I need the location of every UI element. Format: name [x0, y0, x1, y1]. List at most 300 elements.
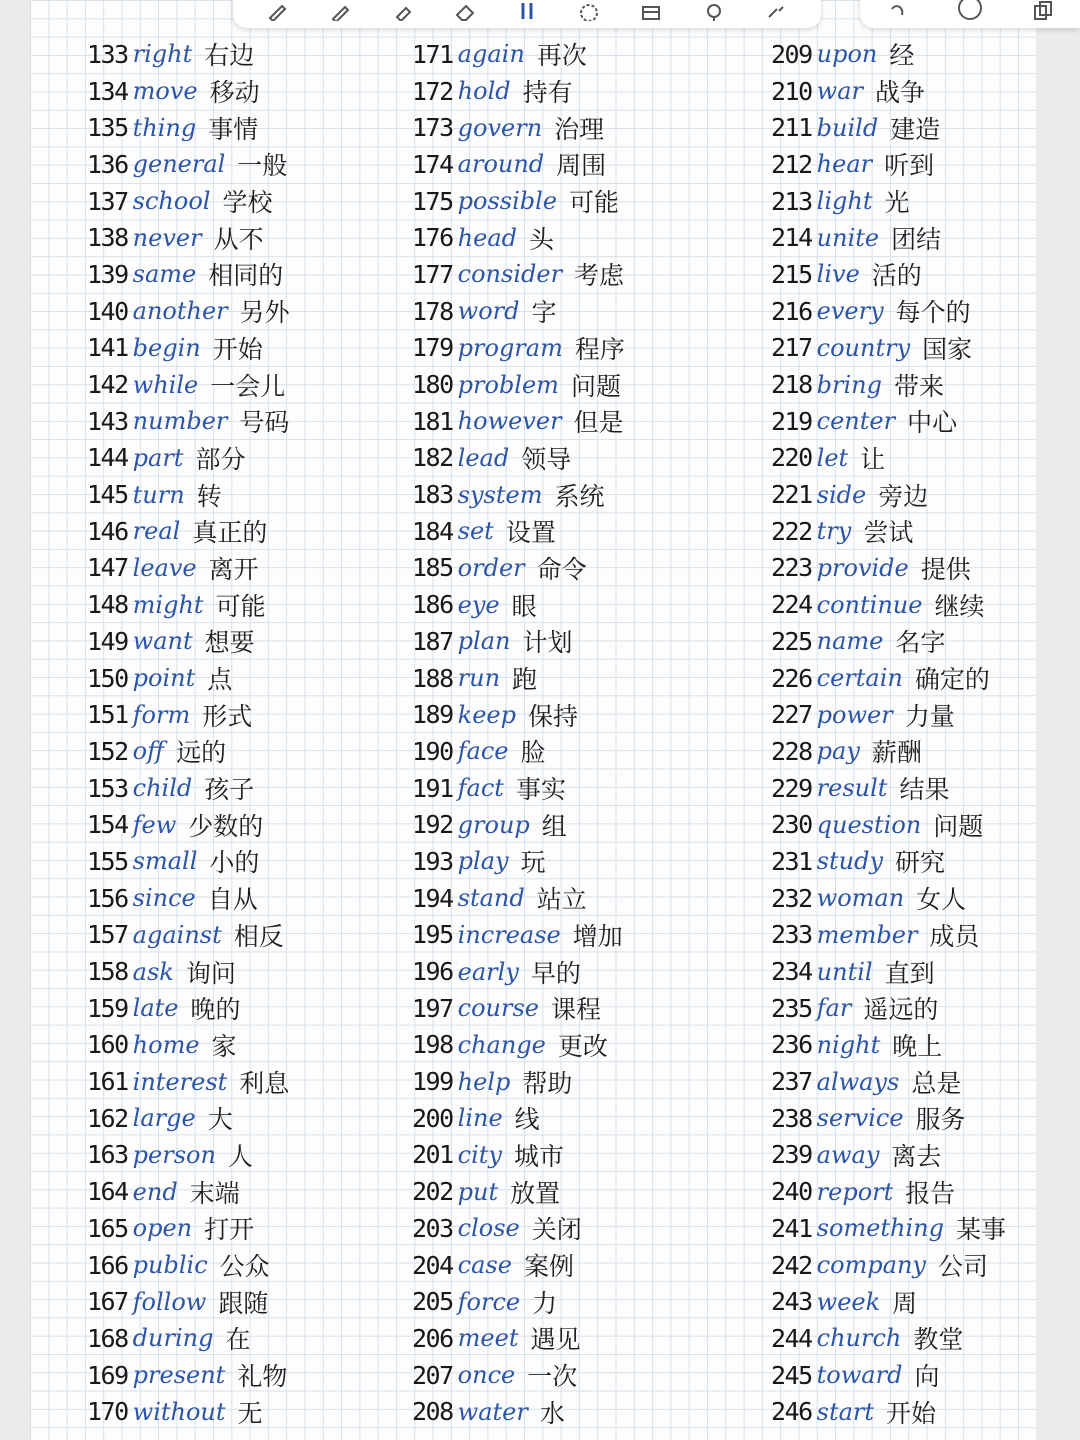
entry-number: 182: [412, 443, 453, 473]
english-word: form: [132, 700, 191, 729]
english-word: increase: [457, 920, 561, 949]
vocab-entry: [87, 476, 290, 513]
english-word: night: [816, 1030, 881, 1059]
vocab-entry: [87, 183, 290, 220]
vocab-entry: [87, 733, 290, 770]
page-toolbar: [860, 0, 1080, 28]
eraser-icon[interactable]: [451, 0, 479, 21]
english-word: water: [457, 1397, 528, 1426]
english-word: without: [132, 1397, 226, 1426]
vocab-entry: [412, 183, 625, 220]
chinese-meaning: 向: [914, 1362, 940, 1392]
chinese-meaning: 公司: [938, 1252, 989, 1282]
chinese-meaning: 少数的: [188, 811, 264, 841]
chinese-meaning: 一会儿: [210, 371, 286, 401]
english-word: around: [457, 150, 545, 179]
entry-number: 145: [87, 480, 128, 510]
chinese-meaning: 形式: [202, 701, 253, 731]
chinese-meaning: 事情: [208, 114, 259, 144]
chinese-meaning: 大: [207, 1105, 233, 1135]
vocab-entry: [87, 403, 290, 440]
entry-number: 199: [412, 1067, 453, 1097]
entry-number: 239: [771, 1140, 812, 1170]
vocab-entry: [771, 403, 1006, 440]
entry-number: 175: [412, 186, 453, 216]
vocab-entry: [771, 586, 1006, 623]
vocab-entry: [771, 1063, 1006, 1100]
chinese-meaning: 活的: [871, 261, 922, 291]
vocab-entry: [412, 990, 625, 1027]
entry-number: 189: [412, 700, 453, 730]
vocab-entry: [771, 146, 1006, 183]
highlighter-icon[interactable]: [389, 0, 417, 21]
chinese-meaning: 可能: [569, 188, 620, 218]
vocab-entry: [87, 109, 290, 146]
chinese-meaning: 报告: [905, 1178, 956, 1208]
chinese-meaning: 从不: [213, 224, 264, 254]
entry-number: 163: [87, 1140, 128, 1170]
entry-number: 167: [87, 1287, 128, 1317]
entry-number: 187: [412, 626, 453, 656]
vocab-entry: [412, 219, 625, 256]
vocab-entry: [412, 1247, 625, 1284]
vocab-entry: [87, 293, 290, 330]
chinese-meaning: 相同的: [208, 261, 284, 291]
vocab-entry: [87, 990, 290, 1027]
entry-number: 148: [87, 590, 128, 620]
entry-number: 169: [87, 1360, 128, 1390]
vocab-entry: [771, 256, 1006, 293]
english-word: lead: [457, 443, 510, 472]
entry-number: 180: [412, 370, 453, 400]
entry-number: 234: [771, 957, 812, 987]
pin-icon[interactable]: [700, 0, 728, 21]
vocab-entry: [412, 1210, 625, 1247]
chinese-meaning: 早的: [530, 958, 581, 988]
chinese-meaning: 离开: [208, 554, 259, 584]
entry-number: 137: [87, 186, 128, 216]
entry-number: 185: [412, 553, 453, 583]
english-word: problem: [457, 370, 559, 399]
entry-number: 142: [87, 370, 128, 400]
vocab-entry: [87, 696, 290, 733]
entry-number: 196: [412, 957, 453, 987]
vocab-entry: [87, 330, 290, 367]
chinese-meaning: 可能: [215, 591, 266, 621]
vocab-entry: [87, 1063, 290, 1100]
entry-number: 154: [87, 810, 128, 840]
chinese-meaning: 人: [227, 1141, 253, 1171]
english-word: question: [816, 810, 922, 839]
english-word: leave: [132, 553, 197, 582]
english-word: begin: [132, 333, 201, 362]
english-word: present: [132, 1361, 226, 1390]
entry-number: 191: [412, 773, 453, 803]
english-word: public: [132, 1251, 208, 1280]
entry-number: 183: [412, 480, 453, 510]
english-word: center: [816, 407, 896, 436]
entry-number: 195: [412, 920, 453, 950]
chinese-meaning: 团结: [891, 224, 942, 254]
entry-number: 173: [412, 113, 453, 143]
vocab-entry: [87, 366, 290, 403]
circle-button-icon[interactable]: [956, 0, 984, 21]
entry-number: 212: [771, 149, 812, 179]
chinese-meaning: 服务: [915, 1105, 966, 1135]
notebook-page[interactable]: [30, 0, 1036, 1440]
entry-number: 206: [412, 1323, 453, 1353]
vocab-entry: [87, 770, 290, 807]
shape-icon[interactable]: [575, 0, 603, 21]
chinese-meaning: 遇见: [530, 1325, 581, 1355]
entry-number: 133: [87, 39, 128, 69]
english-word: play: [457, 847, 509, 876]
chinese-meaning: 真正的: [192, 518, 268, 548]
english-word: fact: [457, 774, 504, 803]
vocab-entry: [771, 183, 1006, 220]
chinese-meaning: 公众: [219, 1252, 270, 1282]
vocab-entry: [87, 36, 290, 73]
vocab-entry: [412, 623, 625, 660]
entry-number: 201: [412, 1140, 453, 1170]
english-word: city: [457, 1140, 502, 1169]
english-word: try: [816, 517, 852, 546]
vocab-entry: [412, 1027, 625, 1064]
vocab-entry: [412, 36, 625, 73]
vocab-entry: [771, 1393, 1006, 1430]
vocab-entry: [771, 623, 1006, 660]
chinese-meaning: 更改: [557, 1031, 608, 1061]
entry-number: 213: [771, 186, 812, 216]
english-word: something: [816, 1214, 944, 1243]
vocab-entry: [412, 1393, 625, 1430]
chinese-meaning: 继续: [934, 591, 985, 621]
chinese-meaning: 某事: [955, 1215, 1006, 1245]
chinese-meaning: 开始: [886, 1398, 937, 1428]
chinese-meaning: 薪酬: [871, 738, 922, 768]
vocab-entry: [412, 73, 625, 110]
entry-number: 140: [87, 296, 128, 326]
vocab-entry: [412, 806, 625, 843]
vocab-entry: [771, 733, 1006, 770]
english-word: always: [816, 1067, 900, 1096]
english-word: let: [816, 443, 849, 472]
copy-icon[interactable]: [1029, 0, 1057, 21]
chinese-meaning: 持有: [522, 78, 573, 108]
vocab-entry: [87, 513, 290, 550]
vocab-entry: [771, 696, 1006, 733]
chinese-meaning: 孩子: [204, 775, 255, 805]
english-word: meet: [457, 1324, 519, 1353]
chinese-meaning: 水: [539, 1398, 565, 1428]
entry-number: 139: [87, 259, 128, 289]
chinese-meaning: 力: [532, 1288, 558, 1318]
english-word: pay: [816, 737, 860, 766]
entry-number: 203: [412, 1213, 453, 1243]
chinese-meaning: 教堂: [913, 1325, 964, 1355]
english-word: member: [816, 920, 918, 949]
vocab-entry: [771, 806, 1006, 843]
english-word: change: [457, 1030, 546, 1059]
entry-number: 220: [771, 443, 812, 473]
english-word: service: [816, 1104, 904, 1133]
vocab-entry: [771, 953, 1006, 990]
vocab-entry: [87, 660, 290, 697]
entry-number: 155: [87, 846, 128, 876]
chinese-meaning: 晚的: [190, 995, 241, 1025]
english-word: week: [816, 1287, 881, 1316]
entry-number: 225: [771, 626, 812, 656]
lasso-icon[interactable]: [513, 0, 541, 21]
chinese-meaning: 旁边: [878, 481, 929, 511]
vocab-entry: [771, 293, 1006, 330]
english-word: ask: [132, 957, 174, 986]
chinese-meaning: 打开: [204, 1215, 255, 1245]
english-word: upon: [816, 40, 878, 69]
english-word: away: [816, 1140, 880, 1169]
entry-number: 202: [412, 1177, 453, 1207]
chinese-meaning: 提供: [920, 554, 971, 584]
more-icon[interactable]: [762, 0, 790, 21]
vocab-entry: [87, 843, 290, 880]
chinese-meaning: 总是: [911, 1068, 962, 1098]
chinese-meaning: 礼物: [237, 1362, 288, 1392]
english-word: hear: [816, 150, 873, 179]
pen-icon[interactable]: [264, 0, 292, 21]
entry-number: 188: [412, 663, 453, 693]
entry-number: 236: [771, 1030, 812, 1060]
entry-number: 161: [87, 1067, 128, 1097]
english-word: right: [132, 40, 193, 69]
vocab-entry: [412, 1173, 625, 1210]
english-word: thing: [132, 113, 197, 142]
chinese-meaning: 经: [889, 41, 915, 71]
chinese-meaning: 站立: [536, 885, 587, 915]
vocab-entry: [771, 1247, 1006, 1284]
text-box-icon[interactable]: [637, 0, 665, 21]
vocab-entry: [87, 440, 290, 477]
entry-number: 227: [771, 700, 812, 730]
entry-number: 135: [87, 113, 128, 143]
english-word: provide: [816, 553, 909, 582]
chinese-meaning: 眼: [511, 591, 537, 621]
entry-number: 197: [412, 993, 453, 1023]
entry-number: 150: [87, 663, 128, 693]
entry-number: 165: [87, 1213, 128, 1243]
entry-number: 164: [87, 1177, 128, 1207]
vocab-entry: [412, 660, 625, 697]
vocab-entry: [771, 109, 1006, 146]
entry-number: 238: [771, 1103, 812, 1133]
entry-number: 134: [87, 76, 128, 106]
chinese-meaning: 远的: [176, 738, 227, 768]
pencil-icon[interactable]: [326, 0, 354, 21]
vocab-entry: [412, 733, 625, 770]
english-word: woman: [816, 884, 905, 913]
chinese-meaning: 带来: [894, 371, 945, 401]
vocab-entry: [412, 770, 625, 807]
entry-number: 209: [771, 39, 812, 69]
english-word: hold: [457, 77, 511, 106]
chinese-meaning: 系统: [554, 481, 605, 511]
english-word: course: [457, 994, 539, 1023]
chinese-meaning: 周: [892, 1288, 918, 1318]
chinese-meaning: 名字: [895, 628, 946, 658]
vocab-entry: [87, 1247, 290, 1284]
entry-number: 205: [412, 1287, 453, 1317]
vocab-entry: [87, 256, 290, 293]
vocab-entry: [87, 586, 290, 623]
chinese-meaning: 晚上: [892, 1031, 943, 1061]
entry-number: 178: [412, 296, 453, 326]
english-word: line: [457, 1104, 503, 1133]
english-word: live: [816, 260, 860, 289]
vocab-entry: [771, 440, 1006, 477]
english-word: report: [816, 1177, 894, 1206]
chinese-meaning: 头: [529, 224, 555, 254]
entry-number: 235: [771, 993, 812, 1023]
chinese-meaning: 计划: [522, 628, 573, 658]
entry-number: 215: [771, 259, 812, 289]
english-word: side: [816, 480, 867, 509]
chinese-meaning: 字: [531, 298, 557, 328]
chinese-meaning: 小的: [209, 848, 260, 878]
entry-number: 229: [771, 773, 812, 803]
vocab-entry: [771, 917, 1006, 954]
entry-number: 231: [771, 846, 812, 876]
vocab-entry: [412, 256, 625, 293]
vocab-entry: [412, 1283, 625, 1320]
chinese-meaning: 询问: [185, 958, 236, 988]
entry-number: 207: [412, 1360, 453, 1390]
entry-number: 151: [87, 700, 128, 730]
english-word: certain: [816, 664, 903, 693]
english-word: eye: [457, 590, 500, 619]
entry-number: 214: [771, 223, 812, 253]
vocab-column-1: [87, 36, 290, 1430]
english-word: point: [132, 664, 196, 693]
english-word: keep: [457, 700, 516, 729]
vocab-entry: [87, 1320, 290, 1357]
chinese-meaning: 一次: [527, 1362, 578, 1392]
english-word: head: [457, 223, 517, 252]
drawing-toolbar: [233, 0, 821, 28]
chinese-meaning: 号码: [239, 408, 290, 438]
english-word: large: [132, 1104, 196, 1133]
entry-number: 184: [412, 516, 453, 546]
chinese-meaning: 学校: [222, 188, 273, 218]
english-word: part: [132, 443, 184, 472]
entry-number: 242: [771, 1250, 812, 1280]
chinese-meaning: 无: [237, 1398, 263, 1428]
english-word: build: [816, 113, 879, 142]
entry-number: 240: [771, 1177, 812, 1207]
vocab-entry: [87, 953, 290, 990]
vocab-entry: [771, 880, 1006, 917]
english-word: govern: [457, 113, 543, 142]
chinese-meaning: 右边: [204, 41, 255, 71]
chinese-meaning: 家: [211, 1031, 237, 1061]
english-word: while: [132, 370, 199, 399]
chinese-meaning: 另外: [239, 298, 290, 328]
entry-number: 210: [771, 76, 812, 106]
vocab-entry: [412, 953, 625, 990]
chinese-meaning: 一般: [237, 151, 288, 181]
chinese-meaning: 确定的: [914, 665, 990, 695]
chinese-meaning: 跑: [512, 665, 538, 695]
vocab-entry: [771, 770, 1006, 807]
chinese-meaning: 想要: [204, 628, 255, 658]
vocab-entry: [412, 550, 625, 587]
chinese-meaning: 再次: [536, 41, 587, 71]
entry-number: 156: [87, 883, 128, 913]
vocab-entry: [771, 36, 1006, 73]
english-word: end: [132, 1177, 178, 1206]
entry-number: 223: [771, 553, 812, 583]
english-word: open: [132, 1214, 193, 1243]
english-word: run: [457, 664, 501, 693]
vocab-entry: [771, 660, 1006, 697]
vocab-entry: [771, 330, 1006, 367]
english-word: until: [816, 957, 873, 986]
chinese-meaning: 战争: [874, 78, 925, 108]
entry-number: 245: [771, 1360, 812, 1390]
vocab-entry: [771, 476, 1006, 513]
vocab-column-3: [771, 36, 1006, 1430]
english-word: group: [457, 810, 530, 839]
entry-number: 138: [87, 223, 128, 253]
english-word: system: [457, 480, 543, 509]
english-word: company: [816, 1251, 926, 1280]
entry-number: 232: [771, 883, 812, 913]
entry-number: 181: [412, 406, 453, 436]
english-word: another: [132, 297, 228, 326]
english-word: move: [132, 77, 198, 106]
chinese-meaning: 跟随: [218, 1288, 269, 1318]
chinese-meaning: 女人: [916, 885, 967, 915]
entry-number: 176: [412, 223, 453, 253]
chinese-meaning: 但是: [573, 408, 624, 438]
english-word: during: [132, 1324, 214, 1353]
chinese-meaning: 转: [196, 481, 222, 511]
entry-number: 143: [87, 406, 128, 436]
english-word: once: [457, 1361, 516, 1390]
vocab-entry: [412, 1137, 625, 1174]
chinese-meaning: 案例: [523, 1252, 574, 1282]
vocab-entry: [412, 917, 625, 954]
english-word: number: [132, 407, 228, 436]
entry-number: 159: [87, 993, 128, 1023]
vocab-entry: [412, 1357, 625, 1394]
english-word: might: [132, 590, 204, 619]
chinese-meaning: 设置: [505, 518, 556, 548]
english-word: war: [816, 77, 863, 106]
entry-number: 193: [412, 846, 453, 876]
chinese-meaning: 结果: [899, 775, 950, 805]
vocab-entry: [412, 513, 625, 550]
entry-number: 211: [771, 113, 812, 143]
chinese-meaning: 利息: [239, 1068, 290, 1098]
chinese-meaning: 帮助: [522, 1068, 573, 1098]
entry-number: 224: [771, 590, 812, 620]
undo-icon[interactable]: [883, 0, 911, 21]
entry-number: 166: [87, 1250, 128, 1280]
vocab-entry: [87, 806, 290, 843]
english-word: power: [816, 700, 893, 729]
english-word: name: [816, 627, 884, 656]
english-word: stand: [457, 884, 525, 913]
entry-number: 160: [87, 1030, 128, 1060]
